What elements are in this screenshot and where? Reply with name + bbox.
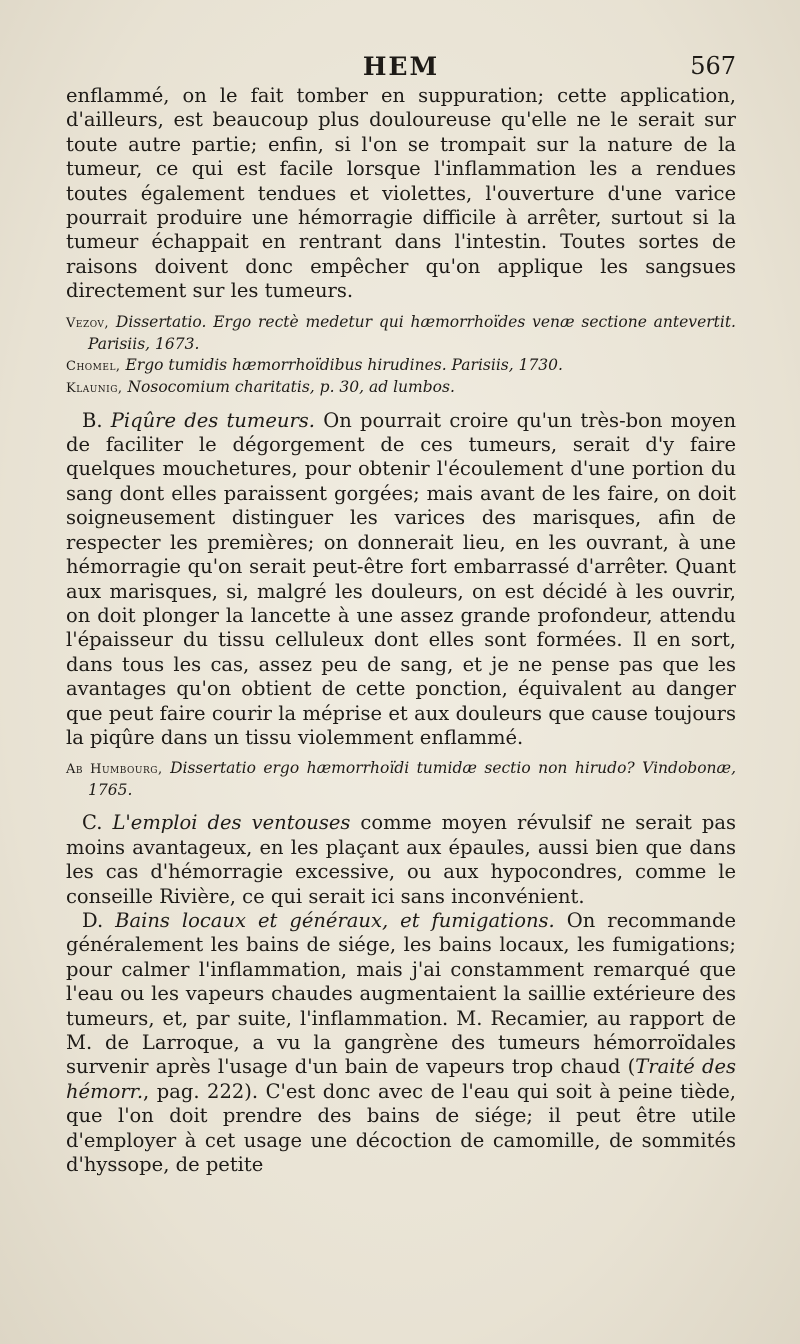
section-d-text-1: On recommande généralement les bains de siége, les bains locaux, les fumigations; pour calmer l'inflammation, mais j'ai constamment remarqué que l'eau ou les vapeurs chaudes augmentaient la saillie extérieure des tumeurs, et, par suite, l'inflammation. M. Recamier, au rapport de M. de Larroque, a vu la gangrène des tumeurs hémorroïdales survenir après l'usage d'un bain de vapeurs trop chaud ( (66, 908, 736, 1079)
section-b-label: B. (82, 408, 103, 432)
reference-author: Chomel, (66, 358, 121, 374)
page-content (66, 84, 736, 1177)
section-b (66, 409, 736, 751)
page-number: 567 (690, 52, 736, 80)
section-c-heading: L'emploi des ventouses (112, 811, 351, 835)
reference-author: Klaunig, (66, 380, 123, 396)
references-1 (66, 312, 736, 399)
section-d (66, 909, 736, 1177)
section-d-heading: Bains locaux et généraux, et fumigations. (115, 908, 555, 932)
section-d-citation: Traité des hémorr. (66, 1055, 736, 1103)
reference-title: Dissertatio. Ergo rectè medetur qui hæmorrhoïdes venæ sectione antevertit. Parisiis, 1673. (88, 312, 736, 353)
reference-title: Dissertatio ergo hæmorrhoïdi tumidæ sectio non hirudo? Vindobonæ, 1765. (88, 759, 737, 800)
page-header (66, 52, 736, 84)
reference-title: Ergo tumidis hæmorrhoïdibus hirudines. Parisiis, 1730. (125, 355, 563, 374)
section-c (66, 811, 736, 909)
section-c-text: comme moyen révulsif ne serait pas moins avantageux, en les plaçant aux épaules, aussi bien que dans les cas d'hémorragie excessive, ou aux hypocondres, comme le conseille Rivière, ce qui serait ici sans inconvénient. (66, 811, 736, 908)
reference-entry (66, 758, 736, 801)
section-d-text-2: , pag. 222). C'est donc avec de l'eau qui soit à peine tiède, que l'on doit prendre des bains de siége; il peut être utile d'employer à cet usage une décoction de camomille, de sommités d'hyssope, de petite (66, 1079, 736, 1177)
section-b-heading: Piqûre des tumeurs. (110, 408, 315, 432)
reference-author: Ab Humbourg, (66, 762, 163, 778)
references-2 (66, 758, 736, 801)
section-d-label: D. (82, 908, 104, 932)
reference-entry (66, 377, 736, 399)
paragraph-continued: enflammé, on le fait tomber en suppuration; cette application, d'ailleurs, est beaucoup plus douloureuse qu'elle ne le serait sur toute autre partie; enfin, si l'on se trompait sur la nature de la tumeur, ce qui est facile lorsque l'inflammation les a rendues toutes également tendues et violettes, l'ouverture d'une varice pourrait produire une hémorragie difficile à arrêter, surtout si la tumeur échappait en rentrant dans l'intestin. Toutes sortes de raisons doivent donc empêcher qu'on applique les sangsues directement sur les tumeurs. (66, 84, 736, 303)
reference-author: Vezov, (66, 315, 110, 331)
reference-entry (66, 312, 736, 355)
reference-title: Nosocomium charitatis, p. 30, ad lumbos. (127, 377, 455, 396)
section-b-text: On pourrait croire qu'un très-bon moyen de faciliter le dégorgement de ces tumeurs, serait d'y faire quelques mouchetures, pour obtenir l'écoulement d'une portion du sang dont elles paraissent gorgées; mais avant de les faire, on doit soigneusement distinguer les varices des marisques, afin de respecter les premières; on donnerait lieu, en les ouvrant, à une hémorragie qu'on serait peut-être fort embarrassé d'arrêter. Quant aux marisques, si, malgré les douleurs, on est décidé à les ouvrir, on doit plonger la lancette à une assez grande profondeur, attendu l'épaisseur du tissu celluleux dont elles sont formées. Il en sort, dans tous les cas, assez peu de sang, et je ne pense pas que les avantages qu'on obtient de cette ponction, équivalent au danger que peut faire courir la méprise et aux douleurs que cause toujours la piqûre dans un tissu violemment enflammé. (66, 408, 736, 749)
reference-entry (66, 355, 736, 377)
running-head: HEM (362, 52, 440, 81)
section-c-label: C. (82, 811, 103, 835)
